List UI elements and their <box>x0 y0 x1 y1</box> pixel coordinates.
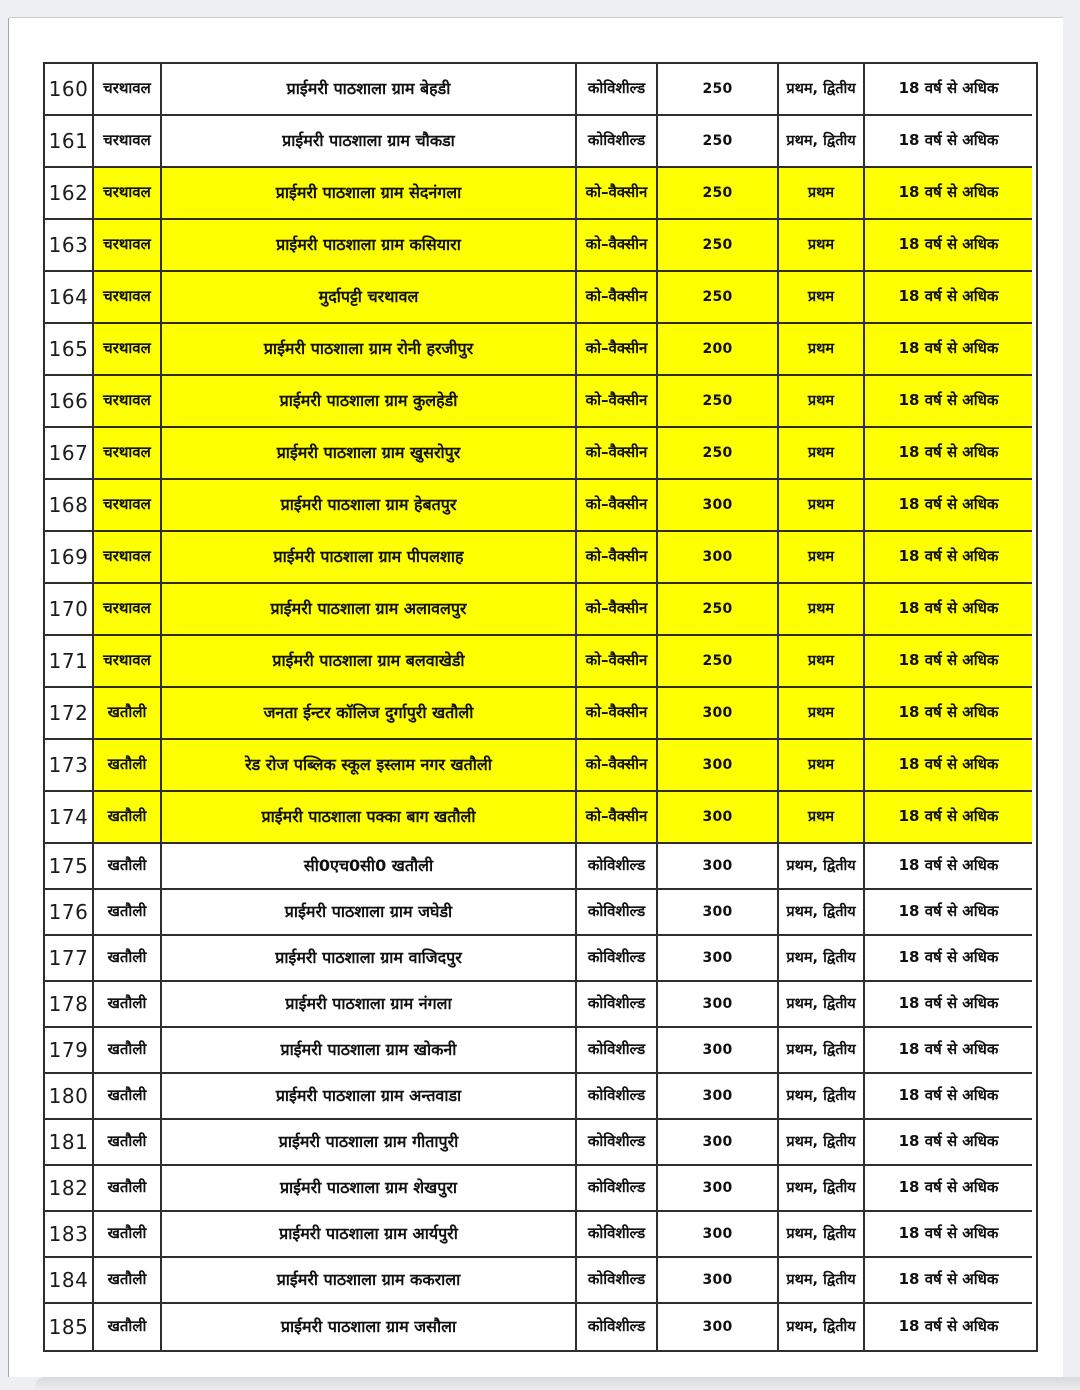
cell-dose-type: प्रथम, द्वितीय <box>779 890 865 934</box>
cell-site-name: प्राईमरी पाठशाला ग्राम आर्यपुरी <box>162 1212 577 1256</box>
cell-dose-type: प्रथम, द्वितीय <box>779 1028 865 1072</box>
cell-dose-count: 300 <box>658 480 779 530</box>
cell-dose-count: 300 <box>658 1258 779 1302</box>
cell-age-group: 18 वर्ष से अधिक <box>865 792 1032 842</box>
cell-dose-type: प्रथम <box>779 480 865 530</box>
cell-block-name: चरथावल <box>94 220 162 270</box>
cell-age-group: 18 वर्ष से अधिक <box>865 428 1032 478</box>
cell-serial-number: 167 <box>45 428 94 478</box>
cell-site-name: प्राईमरी पाठशाला ग्राम खुसरोपुर <box>162 428 577 478</box>
cell-vaccine-type: कोविशील्ड <box>577 936 658 980</box>
cell-vaccine-type: को–वैक्सीन <box>577 532 658 582</box>
cell-vaccine-type: कोविशील्ड <box>577 116 658 166</box>
cell-vaccine-type: को–वैक्सीन <box>577 792 658 842</box>
cell-age-group: 18 वर्ष से अधिक <box>898 994 999 1013</box>
cell-block-name: चरथावल <box>94 532 162 582</box>
cell-site-name: प्राईमरी पाठशाला ग्राम चौकडा <box>162 116 577 166</box>
cell-dose-count: 200 <box>658 324 779 374</box>
cell-site-name: प्राईमरी पाठशाला ग्राम खोकनी <box>162 1028 577 1072</box>
cell-dose-count: 300 <box>658 1120 779 1164</box>
table-row <box>45 168 1032 220</box>
table-row <box>45 1212 1032 1258</box>
cell-dose-type: प्रथम, द्वितीय <box>779 844 865 888</box>
cell-serial-number: 170 <box>45 584 94 634</box>
table-row <box>45 480 1032 532</box>
cell-serial-number: 185 <box>45 1304 94 1350</box>
cell-dose-type: प्रथम, द्वितीय <box>779 936 865 980</box>
cell-dose-count: 250 <box>658 116 779 166</box>
cell-block-name: खतौली <box>94 1120 162 1164</box>
cell-dose-count: 250 <box>658 584 779 634</box>
cell-dose-type: प्रथम <box>779 168 865 218</box>
cell-serial-number: 176 <box>45 890 94 934</box>
cell-age-group: 18 वर्ष से अधिक <box>865 636 1032 686</box>
cell-age-group: 18 वर्ष से अधिक <box>898 948 999 967</box>
cell-serial-number: 179 <box>45 1028 94 1072</box>
table-row <box>45 584 1032 636</box>
cell-age-group: 18 वर्ष से अधिक <box>898 856 999 875</box>
cell-serial-number: 173 <box>45 740 94 790</box>
cell-vaccine-type: कोविशील्ड <box>577 890 658 934</box>
cell-age-group: 18 वर्ष से अधिक <box>865 688 1032 738</box>
cell-site-name: प्राईमरी पाठशाला ग्राम कसियारा <box>162 220 577 270</box>
cell-block-name: चरथावल <box>94 168 162 218</box>
cell-dose-type: प्रथम, द्वितीय <box>779 64 865 114</box>
vaccination-table <box>43 62 1038 1352</box>
cell-site-name: सी0एच0सी0 खतौली <box>162 844 577 888</box>
cell-block-name: खतौली <box>94 1304 162 1350</box>
cell-block-name: खतौली <box>94 1074 162 1118</box>
cell-serial-number: 166 <box>45 376 94 426</box>
cell-dose-type: प्रथम, द्वितीय <box>779 1074 865 1118</box>
cell-dose-count: 250 <box>658 636 779 686</box>
cell-vaccine-type: को–वैक्सीन <box>577 688 658 738</box>
cell-dose-count: 250 <box>658 272 779 322</box>
table-row <box>45 1074 1032 1120</box>
cell-site-name: प्राईमरी पाठशाला ग्राम बलवाखेडी <box>162 636 577 686</box>
table-row <box>45 1120 1032 1166</box>
cell-dose-type: प्रथम, द्वितीय <box>779 1212 865 1256</box>
cell-serial-number: 165 <box>45 324 94 374</box>
table-row <box>45 982 1032 1028</box>
cell-age-group: 18 वर्ष से अधिक <box>898 1040 999 1059</box>
cell-block-name: खतौली <box>94 936 162 980</box>
cell-dose-type: प्रथम, द्वितीय <box>779 1258 865 1302</box>
viewer-bottom-bar <box>35 1377 1080 1390</box>
cell-vaccine-type: को–वैक्सीन <box>577 168 658 218</box>
cell-vaccine-type: कोविशील्ड <box>577 1212 658 1256</box>
cell-age-group: 18 वर्ष से अधिक <box>865 584 1032 634</box>
cell-serial-number: 161 <box>45 116 94 166</box>
table-row <box>45 324 1032 376</box>
cell-vaccine-type: कोविशील्ड <box>577 1304 658 1350</box>
cell-vaccine-type: कोविशील्ड <box>577 1166 658 1210</box>
cell-vaccine-type: कोविशील्ड <box>577 982 658 1026</box>
cell-dose-count: 300 <box>658 1074 779 1118</box>
cell-age-group: 18 वर्ष से अधिक <box>898 1270 999 1289</box>
cell-serial-number: 163 <box>45 220 94 270</box>
cell-age-group: 18 वर्ष से अधिक <box>898 1224 999 1243</box>
table-row <box>45 64 1032 116</box>
cell-age-group: 18 वर्ष से अधिक <box>898 1178 999 1197</box>
cell-site-name: जनता ईन्टर कॉलिज दुर्गापुरी खतौली <box>162 688 577 738</box>
cell-vaccine-type: कोविशील्ड <box>577 64 658 114</box>
table-row <box>45 792 1032 844</box>
table-row <box>45 116 1032 168</box>
cell-age-group: 18 वर्ष से अधिक <box>898 902 999 921</box>
cell-vaccine-type: कोविशील्ड <box>577 1258 658 1302</box>
cell-age-group: 18 वर्ष से अधिक <box>865 376 1032 426</box>
cell-site-name: प्राईमरी पाठशाला ग्राम शेखपुरा <box>162 1166 577 1210</box>
cell-site-name: प्राईमरी पाठशाला ग्राम सेदनंगला <box>162 168 577 218</box>
table-row <box>45 740 1032 792</box>
cell-vaccine-type: को–वैक्सीन <box>577 480 658 530</box>
table-row <box>45 272 1032 324</box>
cell-age-group: 18 वर्ष से अधिक <box>865 272 1032 322</box>
cell-dose-count: 300 <box>658 740 779 790</box>
cell-block-name: चरथावल <box>94 272 162 322</box>
cell-block-name: खतौली <box>94 792 162 842</box>
cell-site-name: प्राईमरी पाठशाला ग्राम जघेडी <box>162 890 577 934</box>
cell-dose-count: 300 <box>658 844 779 888</box>
table-row <box>45 936 1032 982</box>
cell-vaccine-type: कोविशील्ड <box>577 844 658 888</box>
cell-dose-count: 300 <box>658 982 779 1026</box>
cell-block-name: चरथावल <box>94 64 162 114</box>
cell-block-name: चरथावल <box>94 480 162 530</box>
cell-site-name: मुर्दापट्टी चरथावल <box>162 272 577 322</box>
cell-vaccine-type: को–वैक्सीन <box>577 584 658 634</box>
cell-dose-count: 300 <box>658 1028 779 1072</box>
cell-dose-count: 250 <box>658 428 779 478</box>
cell-dose-type: प्रथम <box>779 324 865 374</box>
cell-site-name: प्राईमरी पाठशाला ग्राम जसौला <box>162 1304 577 1350</box>
cell-age-group: 18 वर्ष से अधिक <box>898 1132 999 1151</box>
cell-block-name: खतौली <box>94 1212 162 1256</box>
cell-serial-number: 171 <box>45 636 94 686</box>
cell-age-group: 18 वर्ष से अधिक <box>898 131 999 150</box>
cell-serial-number: 169 <box>45 532 94 582</box>
table-row <box>45 1258 1032 1304</box>
cell-vaccine-type: को–वैक्सीन <box>577 272 658 322</box>
cell-serial-number: 172 <box>45 688 94 738</box>
cell-age-group: 18 वर्ष से अधिक <box>865 168 1032 218</box>
cell-serial-number: 177 <box>45 936 94 980</box>
cell-dose-type: प्रथम, द्वितीय <box>779 1304 865 1350</box>
cell-dose-type: प्रथम <box>779 376 865 426</box>
cell-dose-count: 250 <box>658 168 779 218</box>
cell-site-name: प्राईमरी पाठशाला ग्राम पीपलशाह <box>162 532 577 582</box>
cell-dose-count: 300 <box>658 1212 779 1256</box>
table-row <box>45 1028 1032 1074</box>
cell-block-name: खतौली <box>94 688 162 738</box>
table-row <box>45 376 1032 428</box>
cell-dose-type: प्रथम, द्वितीय <box>779 1120 865 1164</box>
table-row <box>45 890 1032 936</box>
cell-serial-number: 174 <box>45 792 94 842</box>
cell-serial-number: 175 <box>45 844 94 888</box>
cell-block-name: चरथावल <box>94 428 162 478</box>
cell-site-name: प्राईमरी पाठशाला ग्राम ककराला <box>162 1258 577 1302</box>
cell-vaccine-type: को–वैक्सीन <box>577 220 658 270</box>
cell-dose-count: 300 <box>658 936 779 980</box>
cell-site-name: प्राईमरी पाठशाला ग्राम अलावलपुर <box>162 584 577 634</box>
table-row <box>45 532 1032 584</box>
cell-dose-count: 300 <box>658 688 779 738</box>
cell-age-group: 18 वर्ष से अधिक <box>898 1317 999 1336</box>
cell-block-name: चरथावल <box>94 584 162 634</box>
cell-age-group: 18 वर्ष से अधिक <box>865 324 1032 374</box>
cell-dose-count: 250 <box>658 64 779 114</box>
cell-block-name: खतौली <box>94 982 162 1026</box>
cell-vaccine-type: कोविशील्ड <box>577 1074 658 1118</box>
cell-dose-type: प्रथम, द्वितीय <box>779 1166 865 1210</box>
cell-block-name: खतौली <box>94 844 162 888</box>
cell-dose-type: प्रथम, द्वितीय <box>779 116 865 166</box>
table-row <box>45 428 1032 480</box>
cell-vaccine-type: कोविशील्ड <box>577 1028 658 1072</box>
cell-dose-type: प्रथम <box>779 688 865 738</box>
cell-dose-type: प्रथम <box>779 272 865 322</box>
cell-site-name: प्राईमरी पाठशाला ग्राम अन्तवाडा <box>162 1074 577 1118</box>
cell-serial-number: 160 <box>45 64 94 114</box>
cell-dose-type: प्रथम <box>779 740 865 790</box>
cell-site-name: रेड रोज पब्लिक स्कूल इस्लाम नगर खतौली <box>162 740 577 790</box>
cell-block-name: चरथावल <box>94 636 162 686</box>
cell-serial-number: 184 <box>45 1258 94 1302</box>
cell-dose-count: 250 <box>658 376 779 426</box>
cell-dose-count: 300 <box>658 890 779 934</box>
cell-site-name: प्राईमरी पाठशाला ग्राम गीतापुरी <box>162 1120 577 1164</box>
table-row <box>45 844 1032 890</box>
cell-serial-number: 180 <box>45 1074 94 1118</box>
cell-vaccine-type: कोविशील्ड <box>577 1120 658 1164</box>
cell-dose-type: प्रथम <box>779 584 865 634</box>
cell-dose-count: 300 <box>658 792 779 842</box>
table-row <box>45 636 1032 688</box>
cell-block-name: चरथावल <box>94 116 162 166</box>
cell-site-name: प्राईमरी पाठशाला ग्राम बेहडी <box>162 64 577 114</box>
cell-block-name: चरथावल <box>94 376 162 426</box>
cell-age-group: 18 वर्ष से अधिक <box>898 79 999 98</box>
cell-serial-number: 162 <box>45 168 94 218</box>
cell-vaccine-type: को–वैक्सीन <box>577 740 658 790</box>
cell-block-name: चरथावल <box>94 324 162 374</box>
cell-age-group: 18 वर्ष से अधिक <box>865 532 1032 582</box>
cell-age-group: 18 वर्ष से अधिक <box>865 740 1032 790</box>
cell-dose-type: प्रथम <box>779 532 865 582</box>
cell-site-name: प्राईमरी पाठशाला ग्राम वाजिदपुर <box>162 936 577 980</box>
cell-serial-number: 181 <box>45 1120 94 1164</box>
cell-age-group: 18 वर्ष से अधिक <box>865 480 1032 530</box>
cell-site-name: प्राईमरी पाठशाला पक्का बाग खतौली <box>162 792 577 842</box>
cell-age-group: 18 वर्ष से अधिक <box>865 220 1032 270</box>
cell-dose-type: प्रथम <box>779 792 865 842</box>
cell-vaccine-type: को–वैक्सीन <box>577 376 658 426</box>
cell-dose-count: 300 <box>658 1304 779 1350</box>
cell-block-name: खतौली <box>94 740 162 790</box>
cell-dose-type: प्रथम <box>779 220 865 270</box>
cell-block-name: खतौली <box>94 1028 162 1072</box>
cell-dose-type: प्रथम <box>779 428 865 478</box>
document-page <box>9 18 1063 1377</box>
table-row <box>45 1304 1032 1350</box>
cell-serial-number: 183 <box>45 1212 94 1256</box>
table-row <box>45 220 1032 272</box>
cell-dose-count: 250 <box>658 220 779 270</box>
cell-serial-number: 182 <box>45 1166 94 1210</box>
cell-vaccine-type: को–वैक्सीन <box>577 324 658 374</box>
cell-block-name: खतौली <box>94 1166 162 1210</box>
cell-age-group: 18 वर्ष से अधिक <box>898 1086 999 1105</box>
cell-site-name: प्राईमरी पाठशाला ग्राम रोनी हरजीपुर <box>162 324 577 374</box>
cell-serial-number: 164 <box>45 272 94 322</box>
cell-site-name: प्राईमरी पाठशाला ग्राम नंगला <box>162 982 577 1026</box>
cell-dose-type: प्रथम <box>779 636 865 686</box>
cell-vaccine-type: को–वैक्सीन <box>577 428 658 478</box>
cell-serial-number: 168 <box>45 480 94 530</box>
cell-block-name: खतौली <box>94 890 162 934</box>
cell-site-name: प्राईमरी पाठशाला ग्राम हेबतपुर <box>162 480 577 530</box>
cell-dose-count: 300 <box>658 1166 779 1210</box>
table-row <box>45 1166 1032 1212</box>
cell-serial-number: 178 <box>45 982 94 1026</box>
cell-dose-count: 300 <box>658 532 779 582</box>
cell-vaccine-type: को–वैक्सीन <box>577 636 658 686</box>
cell-block-name: खतौली <box>94 1258 162 1302</box>
cell-dose-type: प्रथम, द्वितीय <box>779 982 865 1026</box>
table-row <box>45 688 1032 740</box>
cell-site-name: प्राईमरी पाठशाला ग्राम कुलहेडी <box>162 376 577 426</box>
